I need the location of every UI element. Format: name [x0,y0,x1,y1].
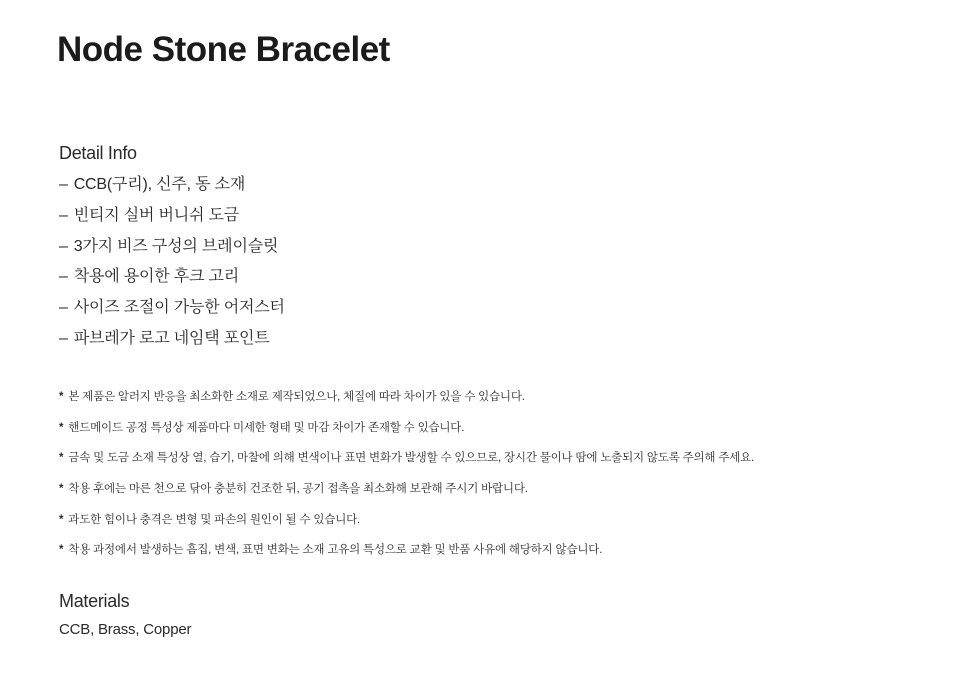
asterisk-marker: * [59,421,64,434]
care-note-text: 착용 후에는 마른 천으로 닦아 충분히 건조한 뒤, 공기 접촉을 최소화해 보관해 주시기 바랍니다. [68,483,528,496]
detail-info-heading: Detail Info [59,143,137,163]
care-note-text: 본 제품은 알러지 반응을 최소화한 소재로 제작되었으나, 체질에 따라 차이가 있을 수 있습니다. [68,391,525,403]
detail-item [59,235,285,266]
care-note-text: 핸드메이드 공정 특성상 제품마다 미세한 형태 및 마감 차이가 존재할 수 있습니다. [68,421,465,434]
care-note [59,449,754,480]
care-note [59,419,754,450]
asterisk-marker: * [59,391,64,403]
care-note [59,511,754,542]
care-note-text: 금속 및 도금 소재 특성상 열, 습기, 마찰에 의해 변색이나 표면 변화가 발생할 수 있으므로, 장시간 물이나 땀에 노출되지 않도록 주의해 주세요. [68,452,755,465]
detail-item-text: 착용에 용이한 후크 고리 [73,268,239,286]
detail-item-text: 파브레가 로고 네임택 포인트 [73,329,270,347]
dash-bullet: – [59,176,68,193]
detail-item [59,327,285,358]
materials-text: CCB, Brass, Copper [59,621,192,638]
detail-item-text: 3가지 비즈 구성의 브레이슬릿 [73,237,279,255]
care-note-text: 착용 과정에서 발생하는 흠집, 변색, 표면 변화는 소재 고유의 특성으로 교환 및 반품 사유에 해당하지 않습니다. [68,544,603,557]
care-note [59,480,754,511]
asterisk-marker: * [59,483,64,496]
asterisk-marker: * [59,513,64,526]
care-note-text: 과도한 힘이나 충격은 변형 및 파손의 원인이 될 수 있습니다. [68,513,361,526]
dash-bullet: – [59,299,68,317]
detail-item-text: CCB(구리), 신주, 동 소재 [73,176,246,193]
dash-bullet: – [59,206,68,224]
detail-item-text: 빈티지 실버 버니쉬 도금 [73,206,239,224]
materials-heading: Materials [59,591,130,611]
detail-item [59,173,285,204]
asterisk-marker: * [59,544,64,557]
dash-bullet: – [59,329,68,347]
detail-item-text: 사이즈 조절이 가능한 어저스터 [73,299,285,317]
detail-item [59,296,285,327]
detail-info-list [59,173,285,358]
dash-bullet: – [59,237,68,255]
detail-item [59,265,285,296]
asterisk-marker: * [59,452,64,465]
detail-item [59,204,285,235]
product-title: Node Stone Bracelet [57,30,390,69]
care-notes-list [59,388,754,572]
care-note [59,541,754,572]
dash-bullet: – [59,268,68,286]
care-note [59,388,754,419]
